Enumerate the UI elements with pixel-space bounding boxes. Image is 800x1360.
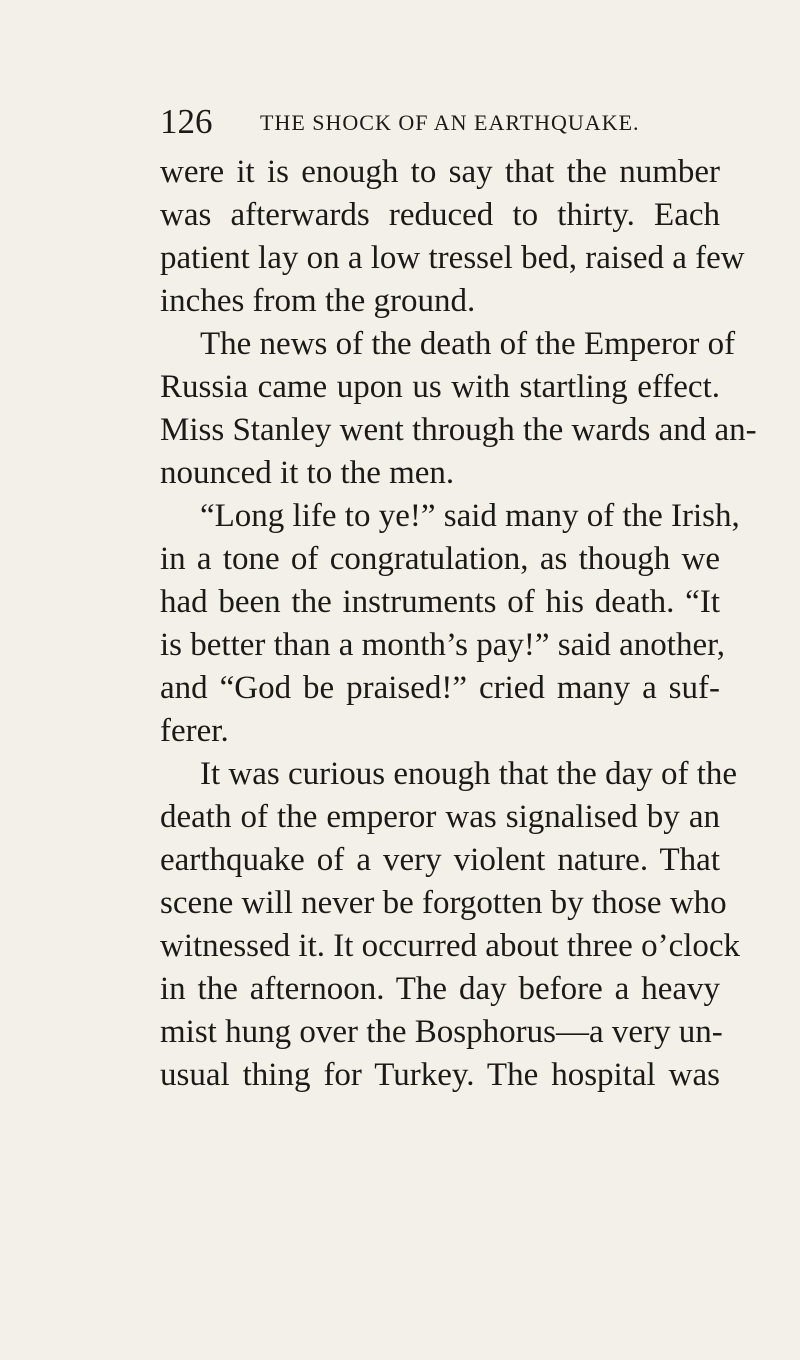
text-line: had been the instruments of his death. “It bbox=[160, 584, 720, 620]
text-line: “Long life to ye!” said many of the Irish, bbox=[200, 498, 740, 534]
text-line: in a tone of congratulation, as though we bbox=[160, 541, 720, 577]
body-text bbox=[160, 151, 757, 1097]
text-line: The news of the death of the Emperor of bbox=[200, 326, 736, 362]
text-line: and “God be praised!” cried many a suf- bbox=[160, 670, 720, 706]
text-line: earthquake of a very violent nature. That bbox=[160, 842, 720, 878]
text-line: was afterwards reduced to thirty. Each bbox=[160, 197, 720, 233]
text-line: death of the emperor was signalised by an bbox=[160, 799, 720, 835]
text-line: mist hung over the Bosphorus—a very un- bbox=[160, 1014, 723, 1050]
text-line: witnessed it. It occurred about three o’clock bbox=[160, 928, 741, 964]
text-line: in the afternoon. The day before a heavy bbox=[160, 971, 720, 1007]
text-line: Miss Stanley went through the wards and an- bbox=[160, 412, 757, 448]
text-line: is better than a month’s pay!” said another, bbox=[160, 627, 726, 663]
text-line: ferer. bbox=[160, 713, 229, 749]
text-line: nounced it to the men. bbox=[160, 455, 455, 491]
text-line: patient lay on a low tressel bed, raised a few bbox=[160, 240, 745, 276]
text-line: Russia came upon us with startling effect. bbox=[160, 369, 720, 405]
text-line: were it is enough to say that the number bbox=[160, 154, 720, 190]
text-line: inches from the ground. bbox=[160, 283, 476, 319]
running-title: THE SHOCK OF AN EARTHQUAKE. bbox=[260, 110, 640, 135]
text-line: usual thing for Turkey. The hospital was bbox=[160, 1057, 720, 1093]
page-header bbox=[160, 98, 720, 146]
text-line: scene will never be forgotten by those who bbox=[160, 885, 727, 921]
text-line: It was curious enough that the day of the bbox=[200, 756, 738, 792]
page-number: 126 bbox=[160, 102, 213, 141]
